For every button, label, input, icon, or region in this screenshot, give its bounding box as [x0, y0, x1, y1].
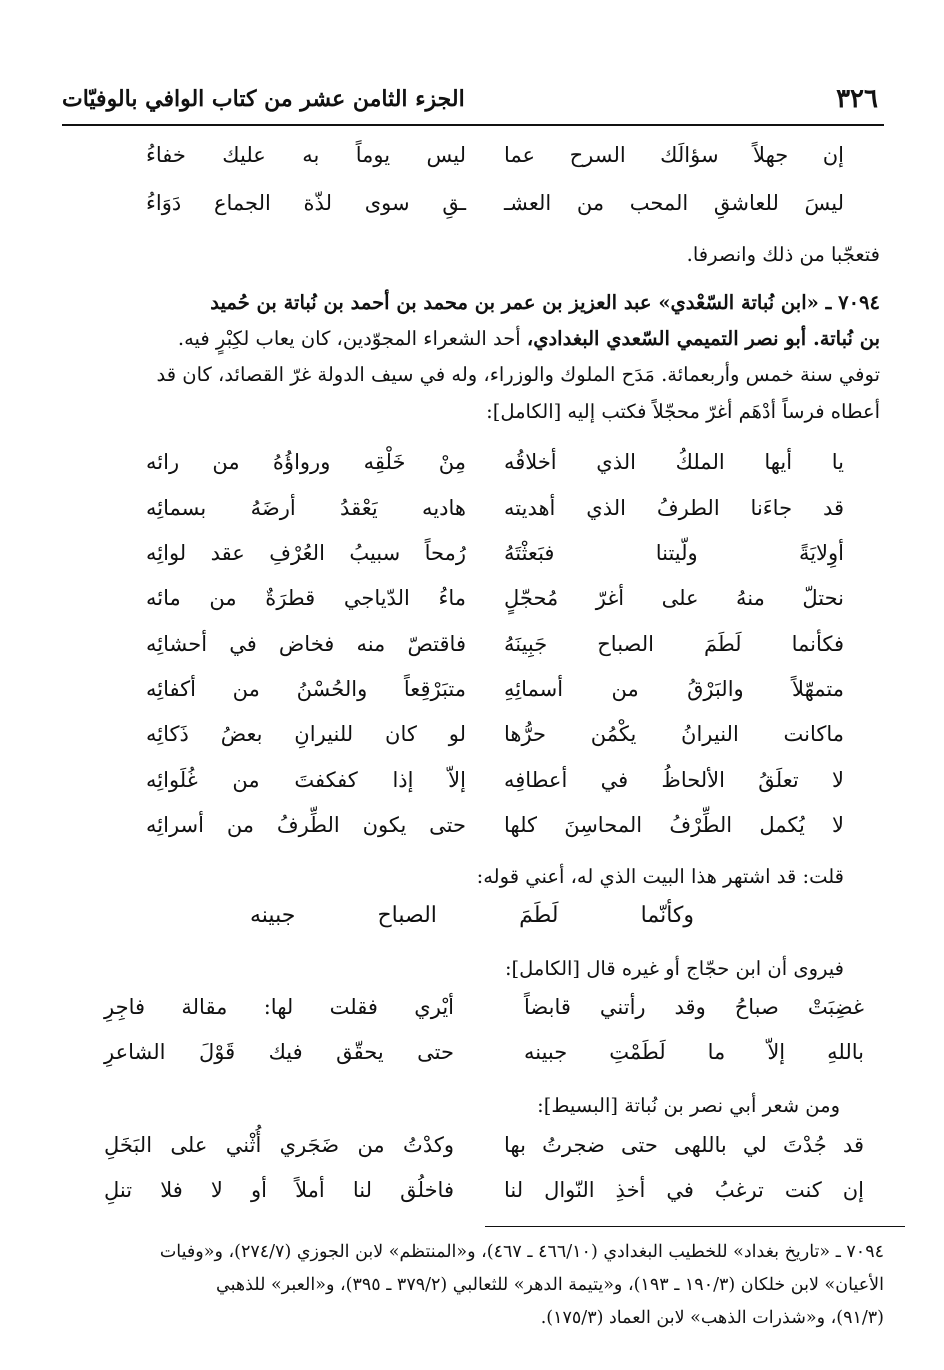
verse-second-hemistich: فاقتصّ منه فخاض في أحشائِه — [146, 632, 466, 656]
verse-first-hemistich: أوِلايَةً ولّيتنا فبَعثْتَهُ — [504, 541, 844, 565]
page-header — [62, 78, 882, 118]
prose-line: فتعجّبا من ذلك وانصرفا. — [686, 243, 880, 266]
commentary-line: قلت: قد اشتهر هذا البيت الذي له، أعني قوله: — [476, 865, 844, 888]
poem2-verse-6 — [80, 677, 864, 717]
verse-first-hemistich: متمهّلاً والبَرْقُ من أسمائِهِ — [504, 677, 844, 701]
quoted-hemistich: وكأنّما لَطَمَ الصباح جبينه — [250, 903, 694, 928]
verse-first-hemistich: قد جُدْتَ لي باللهى حتى ضجرتُ بها — [504, 1133, 864, 1157]
verse-second-hemistich: رُمحاً سبيبُ العُرْفِ عقد لوائِه — [146, 541, 466, 565]
verse-first-hemistich: إن جهلاً سؤالَك السرح عما — [504, 143, 844, 167]
poem4-verse-1 — [60, 1133, 884, 1173]
verse-second-hemistich: إلاّ إذا كفكفتَ من غُلَوائِه — [146, 768, 466, 792]
entry-heading-line: ٧٠٩٤ ـ «ابن نُباتة السّعْدي» عبد العزيز بن عمر بن محمد بن أحمد بن نُباتة بن حُميد — [210, 291, 880, 314]
verse-first-hemistich: باللهِ إلاّ ما لَطَمْتِ جبينه — [524, 1040, 864, 1064]
entry-line-4: أعطاه فرساً أدْهَم أغرّ محجّلاً فكتب إليه [الكامل]: — [486, 400, 880, 423]
verse-second-hemistich: فاخلُق لنا أملاً أو لا فلا تنلِ — [104, 1178, 454, 1202]
poem2-verse-4 — [80, 586, 864, 626]
running-title: الجزء الثامن عشر من كتاب الوافي بالوفيّات — [62, 86, 465, 112]
verse-second-hemistich: متبَرْقِعاً والحُسْنُ من أكفائِه — [146, 677, 466, 701]
footnote-line: الأعيان» لابن خلكان (١٩٠/٣ ـ ١٩٣)، و«يتيمة الدهر» للثعالبي (٣٧٩/٢ ـ ٣٩٥)، و«العبر» للذهبي — [216, 1275, 884, 1295]
poem1-verse-1 — [80, 143, 864, 183]
verse-first-hemistich: لا يُكمل الطِّرْفُ المحاسِنَ كلها — [504, 813, 844, 837]
page-number: ٣٢٦ — [836, 84, 878, 114]
poem1-verse-2 — [80, 191, 864, 231]
poem2-verse-1 — [80, 450, 864, 490]
poem3-verse-2 — [60, 1040, 884, 1080]
entry-name-bold: بن نُباتة. أبو نصر التميمي السّعدي البغدادي، — [526, 327, 880, 350]
verse-first-hemistich: غضِبَتْ صباحُ وقد رأتني قابضاً — [524, 995, 864, 1019]
verse-second-hemistich: حتى يكون الطِّرفُ من أسرائِه — [146, 813, 466, 837]
verse-second-hemistich: لو كان للنيرانِ بعضُ ذَكائِه — [146, 722, 466, 746]
entry-line-2 — [60, 322, 880, 356]
verse-first-hemistich: يا أيها الملكُ الذي أخلاقُه — [504, 450, 844, 474]
verse-first-hemistich: فكأنما لَطَمَ الصباح جَبِينَهُ — [504, 632, 844, 656]
poem2-verse-9 — [80, 813, 864, 853]
verse-first-hemistich: لا تعلَقُ الألحاظُ في أعطافِه — [504, 768, 844, 792]
verse-second-hemistich: حتى يحقّق فيك قَوْلَ الشاعرِ — [104, 1040, 454, 1064]
verse-second-hemistich: ـقِ سوى لذّة الجماع دَوَاءُ — [146, 191, 466, 215]
header-rule — [62, 124, 884, 126]
verse-first-hemistich: ليسَ للعاشقِ المحب من العشـ — [504, 191, 844, 215]
poem3-verse-1 — [60, 995, 884, 1035]
footnote-line: ٧٠٩٤ ـ «تاريخ بغداد» للخطيب البغدادي (٤٦٦/١٠ ـ ٤٦٧)، و«المنتظم» لابن الجوزي (٢٧٤/٧)، و«وفيات — [159, 1242, 884, 1262]
verse-second-hemistich: أيْري فقلت لها: مقالة فاجِرِ — [104, 995, 454, 1019]
footnote — [62, 1236, 884, 1335]
poem4-verse-2 — [60, 1178, 884, 1218]
poem2-verse-3 — [80, 541, 864, 581]
entry-line-3: توفي سنة خمس وأربعمائة. مَدَح الملوك والوزراء، وله في سيف الدولة غرّ القصائد، كان قد — [156, 363, 880, 386]
footnote-rule — [485, 1226, 905, 1227]
entry-line-2-text: أحد الشعراء المجوّدين، كان يعاب لكِبْرٍ فيه. — [177, 327, 527, 350]
poem2-verse-5 — [80, 632, 864, 672]
verse-second-hemistich: ليس يوماً به عليك خفاءُ — [146, 143, 466, 167]
verse-first-hemistich: نحتلّ منهُ على أغرّ مُحجّلٍ — [504, 586, 844, 610]
verse-first-hemistich: ماكانت النيرانُ يكْمُن حرُّها — [504, 722, 844, 746]
poem2-verse-8 — [80, 768, 864, 808]
verse-first-hemistich: قد جاءَنا الطرفُ الذي أهديته — [504, 496, 844, 520]
poem2-verse-7 — [80, 722, 864, 762]
verse-second-hemistich: هاديه يَعْقدُ أرضَهُ بسمائِه — [146, 496, 466, 520]
verse-second-hemistich: ماءُ الدّياجي قطرَةٌ من مائه — [146, 586, 466, 610]
verse-second-hemistich: مِنْ خَلْقِه ورواؤُهُ من رائه — [146, 450, 466, 474]
poem2-verse-2 — [80, 496, 864, 536]
commentary-line: فيروى أن ابن حجّاج أو غيره قال [الكامل]: — [504, 957, 844, 980]
verse-first-hemistich: إن كنت ترغبُ في أخذِ النّوال لنا — [504, 1178, 864, 1202]
commentary-line: ومن شعر أبي نصر بن نُباتة [البسيط]: — [537, 1094, 840, 1117]
footnote-line: (٩١/٣)، و«شذرات الذهب» لابن العماد (١٧٥/٣). — [540, 1308, 884, 1328]
verse-second-hemistich: وكدْتُ من ضَجَري أُثْني على البَخَلِ — [104, 1133, 454, 1157]
